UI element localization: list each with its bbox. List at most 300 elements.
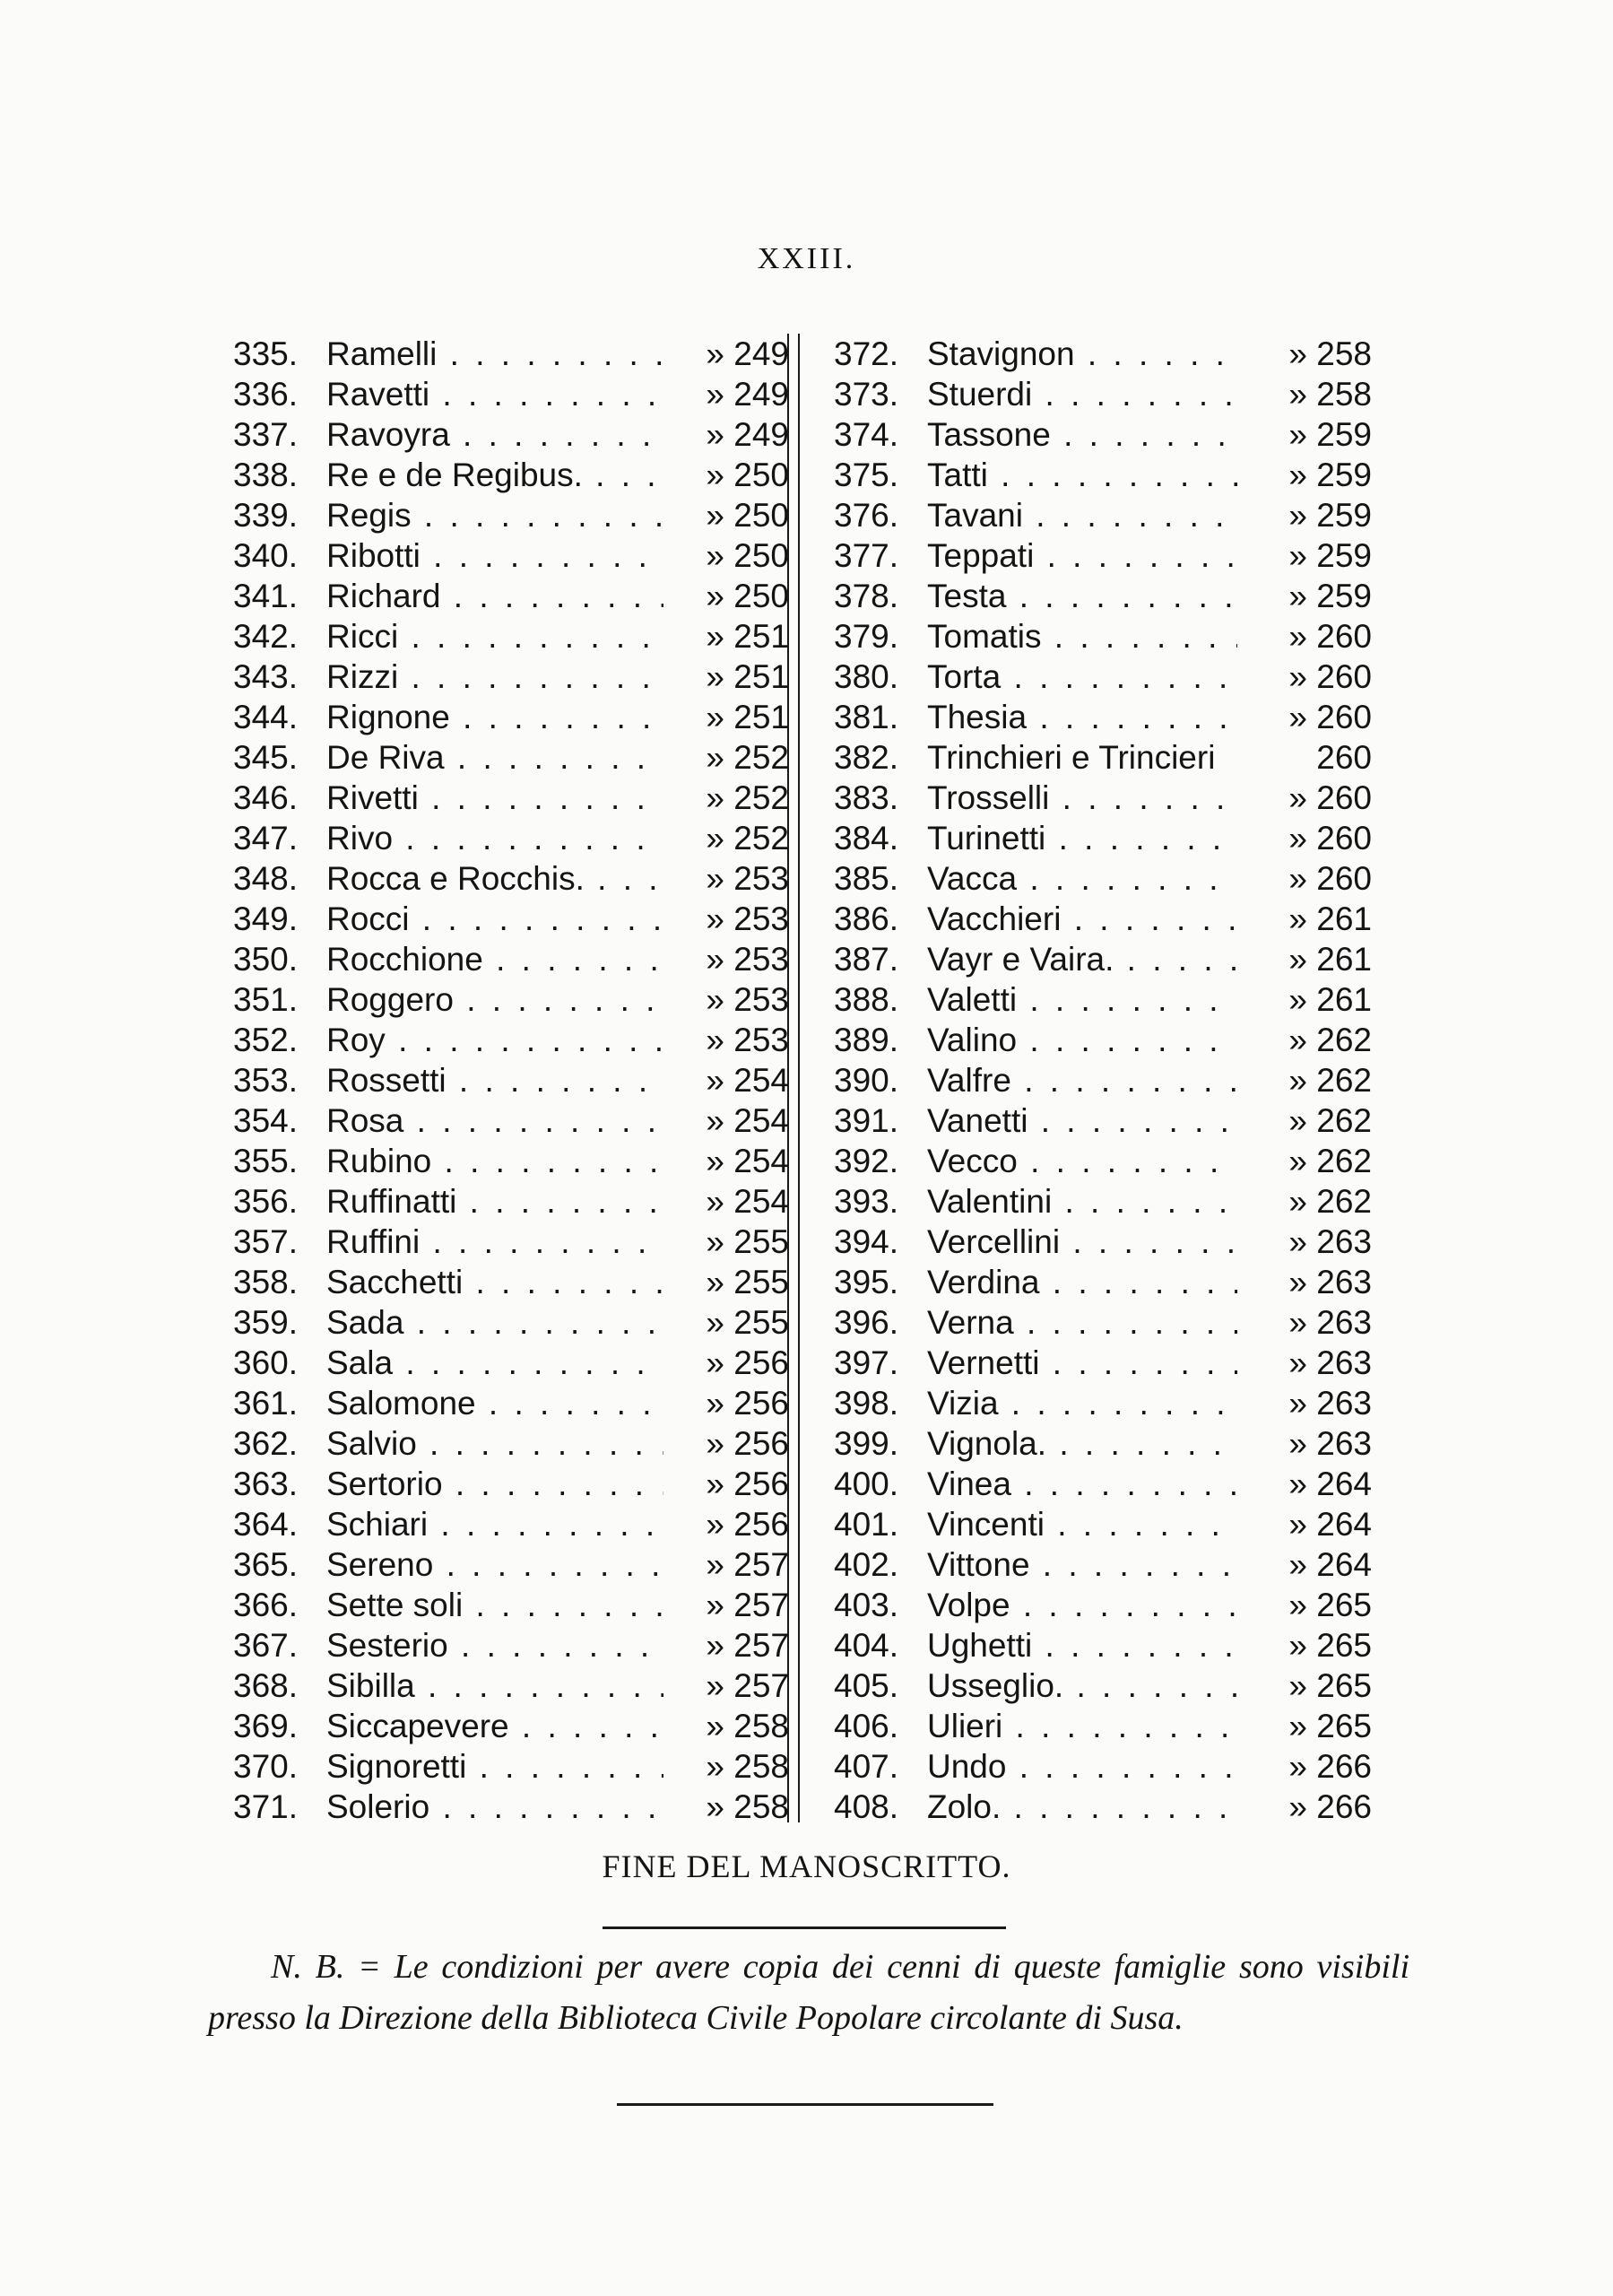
entry-page-reference: » 260 [1288, 699, 1372, 735]
entry-number: 399. [834, 1425, 899, 1462]
entry-page-reference: » 258 [1288, 376, 1372, 413]
entry-number: 366. [233, 1587, 299, 1623]
index-entry [233, 1343, 789, 1383]
entry-page-reference: » 253 [706, 900, 789, 937]
entry-page-reference: » 260 [1288, 658, 1372, 695]
entry-number: 407. [834, 1748, 899, 1785]
index-entry [233, 334, 789, 374]
entry-family-name: Volpe . . . [927, 1585, 1237, 1625]
index-entry [233, 1787, 789, 1827]
index-entry [233, 1383, 789, 1423]
entry-family-name: Vacca . . . [927, 858, 1237, 899]
separator-rule-bottom [617, 2103, 993, 2106]
index-entry [233, 1181, 789, 1222]
entry-number: 342. [233, 618, 299, 655]
entry-page-reference: » 251 [706, 618, 789, 655]
entry-family-name: Ruffini . . . [326, 1222, 663, 1262]
entry-page-reference: » 263 [1288, 1385, 1372, 1422]
entry-number: 364. [233, 1506, 299, 1543]
entry-number: 374. [834, 416, 899, 453]
entry-page-reference: » 261 [1288, 981, 1372, 1018]
entry-page-reference: » 250 [706, 578, 789, 614]
index-entry [233, 858, 789, 899]
entry-page-reference: » 263 [1288, 1304, 1372, 1341]
index-entry [233, 616, 789, 657]
entry-family-name: Vignola. . . . [927, 1423, 1237, 1464]
index-entry [233, 1060, 789, 1100]
entry-page-reference: » 249 [706, 416, 789, 453]
entry-number: 403. [834, 1587, 899, 1623]
index-entry [233, 535, 789, 576]
entry-family-name: Rizzi . . . [326, 657, 663, 697]
index-entry [834, 1262, 1372, 1302]
entry-number: 408. [834, 1788, 899, 1825]
entry-family-name: Tavani . . . [927, 495, 1237, 535]
index-entry [233, 455, 789, 495]
entry-page-reference: » 251 [706, 658, 789, 695]
entry-page-reference: » 259 [1288, 497, 1372, 534]
index-entry [233, 495, 789, 535]
entry-number: 395. [834, 1264, 899, 1300]
entry-family-name: Vernetti . . . [927, 1343, 1237, 1383]
entry-family-name: Torta . . . [927, 657, 1237, 697]
entry-number: 358. [233, 1264, 299, 1300]
entry-number: 384. [834, 820, 899, 857]
entry-number: 391. [834, 1102, 899, 1139]
entry-number: 337. [233, 416, 299, 453]
entry-family-name: Tassone . . . [927, 414, 1237, 455]
index-entry [834, 858, 1372, 899]
entry-number: 388. [834, 981, 899, 1018]
index-entry [233, 1585, 789, 1625]
entry-page-reference: » 260 [1288, 779, 1372, 816]
entry-page-reference: » 252 [706, 739, 789, 776]
index-entry [233, 1706, 789, 1746]
entry-page-reference: » 266 [1288, 1748, 1372, 1785]
entry-number: 340. [233, 537, 299, 574]
index-entry [233, 1665, 789, 1706]
entry-number: 368. [233, 1667, 299, 1704]
entry-family-name: Rocca e Rocchis. . . . [326, 858, 663, 899]
entry-page-reference: » 262 [1288, 1102, 1372, 1139]
entry-page-reference: » 253 [706, 860, 789, 897]
index-entry [834, 737, 1372, 778]
entry-number: 345. [233, 739, 299, 776]
entry-number: 339. [233, 497, 299, 534]
entry-page-reference: » 257 [706, 1627, 789, 1664]
index-entry [233, 778, 789, 818]
entry-number: 396. [834, 1304, 899, 1341]
entry-page-reference: » 259 [1288, 578, 1372, 614]
entry-family-name: Valetti . . . [927, 979, 1237, 1020]
entry-number: 387. [834, 941, 899, 978]
entry-number: 361. [233, 1385, 299, 1422]
entry-number: 370. [233, 1748, 299, 1785]
column-divider [787, 334, 800, 1822]
entry-number: 344. [233, 699, 299, 735]
index-entry [233, 899, 789, 939]
index-entry [233, 1262, 789, 1302]
entry-number: 392. [834, 1143, 899, 1179]
entry-family-name: Regis . . . [326, 495, 663, 535]
entry-page-reference: 260 [1316, 739, 1372, 776]
entry-family-name: Usseglio. . . . [927, 1665, 1237, 1706]
entry-number: 383. [834, 779, 899, 816]
entry-number: 371. [233, 1788, 299, 1825]
entry-family-name: Sada . . . [326, 1302, 663, 1343]
entry-number: 359. [233, 1304, 299, 1341]
entry-family-name: Vercellini . . . [927, 1222, 1237, 1262]
index-entry [834, 535, 1372, 576]
index-entry [233, 1141, 789, 1181]
entry-family-name: Sertorio . . . [326, 1464, 663, 1504]
entry-page-reference: » 257 [706, 1546, 789, 1583]
entry-family-name: Rocchione . . . [326, 939, 663, 979]
entry-family-name: Sibilla . . . [326, 1665, 663, 1706]
index-entry [233, 1544, 789, 1585]
index-entry [834, 334, 1372, 374]
index-entry [233, 737, 789, 778]
entry-page-reference: » 265 [1288, 1627, 1372, 1664]
entry-page-reference: » 257 [706, 1667, 789, 1704]
entry-number: 376. [834, 497, 899, 534]
entry-family-name: Vacchieri . . . [927, 899, 1237, 939]
entry-page-reference: » 263 [1288, 1264, 1372, 1300]
entry-page-reference: » 250 [706, 457, 789, 493]
entry-page-reference: » 261 [1288, 900, 1372, 937]
entry-number: 351. [233, 981, 299, 1018]
entry-number: 386. [834, 900, 899, 937]
entry-number: 402. [834, 1546, 899, 1583]
entry-family-name: Stavignon . . . [927, 334, 1237, 374]
entry-family-name: Rivo . . . [326, 818, 663, 858]
entry-page-reference: » 258 [1288, 335, 1372, 372]
entry-family-name: Rossetti . . . [326, 1060, 663, 1100]
entry-page-reference: » 257 [706, 1587, 789, 1623]
index-entry [233, 1423, 789, 1464]
entry-page-reference: » 256 [706, 1506, 789, 1543]
entry-number: 357. [233, 1223, 299, 1260]
entry-page-reference: » 265 [1288, 1587, 1372, 1623]
entry-page-reference: » 265 [1288, 1708, 1372, 1744]
index-column-left [233, 334, 789, 1827]
entry-page-reference: » 260 [1288, 618, 1372, 655]
entry-page-reference: » 255 [706, 1264, 789, 1300]
index-entry [834, 1302, 1372, 1343]
entry-family-name: Vizia . . . [927, 1383, 1237, 1423]
footnote: N. B. = Le condizioni per avere copia dei cenni di queste famiglie sono visibili presso la Direzione della Biblioteca Civile Popolare circolante di Susa. [208, 1948, 1409, 2037]
entry-family-name: Verdina . . . [927, 1262, 1237, 1302]
index-entry [834, 616, 1372, 657]
entry-number: 352. [233, 1022, 299, 1058]
entry-number: 347. [233, 820, 299, 857]
entry-page-reference: » 254 [706, 1143, 789, 1179]
entry-family-name: Thesia . . . [927, 697, 1237, 737]
entry-page-reference: » 249 [706, 335, 789, 372]
entry-page-reference: » 258 [706, 1748, 789, 1785]
entry-page-reference: » 258 [706, 1788, 789, 1825]
family-index [233, 334, 1372, 1825]
index-entry [834, 979, 1372, 1020]
entry-number: 346. [233, 779, 299, 816]
entry-number: 363. [233, 1465, 299, 1502]
index-entry [834, 1100, 1372, 1141]
entry-number: 343. [233, 658, 299, 695]
index-entry [834, 657, 1372, 697]
entry-page-reference: » 265 [1288, 1667, 1372, 1704]
entry-page-reference: » 261 [1288, 941, 1372, 978]
entry-number: 373. [834, 376, 899, 413]
entry-number: 372. [834, 335, 899, 372]
entry-family-name: Testa . . . [927, 576, 1237, 616]
entry-page-reference: » 260 [1288, 860, 1372, 897]
entry-number: 348. [233, 860, 299, 897]
entry-family-name: Schiari . . . [326, 1504, 663, 1544]
index-entry [233, 1504, 789, 1544]
index-entry [834, 1464, 1372, 1504]
entry-number: 335. [233, 335, 299, 372]
entry-number: 401. [834, 1506, 899, 1543]
entry-page-reference: » 259 [1288, 537, 1372, 574]
entry-number: 353. [233, 1062, 299, 1099]
index-entry [834, 374, 1372, 414]
entry-number: 375. [834, 457, 899, 493]
entry-number: 393. [834, 1183, 899, 1220]
entry-number: 350. [233, 941, 299, 978]
entry-page-reference: » 253 [706, 981, 789, 1018]
index-entry [233, 414, 789, 455]
entry-number: 382. [834, 739, 899, 776]
entry-page-reference: » 251 [706, 699, 789, 735]
index-entry [834, 1020, 1372, 1060]
entry-number: 360. [233, 1344, 299, 1381]
entry-family-name: Tomatis . . . [927, 616, 1237, 657]
entry-page-reference: » 264 [1288, 1465, 1372, 1502]
index-entry [834, 1060, 1372, 1100]
entry-family-name: Ruffinatti . . . [326, 1181, 663, 1222]
entry-number: 365. [233, 1546, 299, 1583]
entry-number: 404. [834, 1627, 899, 1664]
entry-number: 377. [834, 537, 899, 574]
entry-page-reference: » 262 [1288, 1022, 1372, 1058]
entry-number: 336. [233, 376, 299, 413]
entry-page-reference: » 263 [1288, 1344, 1372, 1381]
entry-family-name: Trosselli . . . [927, 778, 1237, 818]
index-entry [834, 455, 1372, 495]
index-entry [834, 1665, 1372, 1706]
entry-number: 355. [233, 1143, 299, 1179]
index-entry [233, 818, 789, 858]
entry-family-name: Ravoyra . . . [326, 414, 663, 455]
index-entry [233, 979, 789, 1020]
entry-page-reference: » 260 [1288, 820, 1372, 857]
entry-family-name: Vincenti . . . [927, 1504, 1237, 1544]
index-entry [233, 1100, 789, 1141]
entry-page-reference: » 255 [706, 1304, 789, 1341]
index-entry [233, 576, 789, 616]
entry-family-name: Solerio . . . [326, 1787, 663, 1827]
entry-family-name: Verna . . . [927, 1302, 1237, 1343]
entry-number: 369. [233, 1708, 299, 1744]
entry-family-name: Sacchetti . . . [326, 1262, 663, 1302]
entry-page-reference: » 252 [706, 779, 789, 816]
index-entry [834, 495, 1372, 535]
entry-page-reference: » 259 [1288, 416, 1372, 453]
index-entry [233, 374, 789, 414]
entry-family-name: Rignone . . . [326, 697, 663, 737]
index-entry [233, 939, 789, 979]
entry-family-name: Sette soli . . . [326, 1585, 663, 1625]
entry-page-reference: » 249 [706, 376, 789, 413]
entry-page-reference: » 250 [706, 537, 789, 574]
entry-family-name: Rubino . . . [326, 1141, 663, 1181]
index-entry [233, 697, 789, 737]
entry-family-name: Vanetti . . . [927, 1100, 1237, 1141]
index-entry [233, 1746, 789, 1787]
entry-page-reference: » 254 [706, 1102, 789, 1139]
entry-number: 389. [834, 1022, 899, 1058]
index-entry [233, 1020, 789, 1060]
entry-number: 394. [834, 1223, 899, 1260]
entry-number: 379. [834, 618, 899, 655]
entry-family-name: Trinchieri e Trincieri [927, 739, 1216, 776]
entry-page-reference: » 256 [706, 1385, 789, 1422]
entry-page-reference: » 258 [706, 1708, 789, 1744]
entry-page-reference: » 264 [1288, 1506, 1372, 1543]
entry-family-name: Zolo. . . . [927, 1787, 1237, 1827]
entry-number: 338. [233, 457, 299, 493]
index-column-right [834, 334, 1372, 1827]
entry-family-name: Vecco . . . [927, 1141, 1237, 1181]
entry-page-reference: » 252 [706, 820, 789, 857]
entry-number: 390. [834, 1062, 899, 1099]
entry-number: 380. [834, 658, 899, 695]
entry-family-name: Siccapevere . . . [326, 1706, 663, 1746]
entry-family-name: Stuerdi . . . [927, 374, 1237, 414]
index-entry [834, 576, 1372, 616]
index-entry [834, 414, 1372, 455]
entry-family-name: Valentini . . . [927, 1181, 1237, 1222]
index-entry [834, 1141, 1372, 1181]
closing-title: FINE DEL MANOSCRITTO. [602, 1848, 1011, 1884]
entry-family-name: Sala . . . [326, 1343, 663, 1383]
entry-family-name: Signoretti . . . [326, 1746, 663, 1787]
index-entry [834, 1787, 1372, 1827]
entry-family-name: Ricci . . . [326, 616, 663, 657]
entry-page-reference: » 250 [706, 497, 789, 534]
index-entry [834, 1383, 1372, 1423]
entry-family-name: Tatti . . . [927, 455, 1237, 495]
entry-page-reference: » 262 [1288, 1143, 1372, 1179]
entry-family-name: Vinea . . . [927, 1464, 1237, 1504]
entry-family-name: Vayr e Vaira. . . . [927, 939, 1237, 979]
entry-family-name: Valfre . . . [927, 1060, 1237, 1100]
entry-page-reference: » 263 [1288, 1425, 1372, 1462]
entry-page-reference: » 255 [706, 1223, 789, 1260]
index-entry [233, 1302, 789, 1343]
index-entry [834, 818, 1372, 858]
entry-family-name: Salvio . . . [326, 1423, 663, 1464]
entry-page-reference: » 253 [706, 941, 789, 978]
entry-page-reference: » 256 [706, 1344, 789, 1381]
entry-number: 378. [834, 578, 899, 614]
entry-family-name: Roy . . . [326, 1020, 663, 1060]
entry-number: 367. [233, 1627, 299, 1664]
entry-family-name: Rivetti . . . [326, 778, 663, 818]
index-entry [233, 657, 789, 697]
entry-family-name: De Riva . . . [326, 737, 663, 778]
entry-family-name: Undo . . . [927, 1746, 1237, 1787]
entry-number: 406. [834, 1708, 899, 1744]
entry-family-name: Turinetti . . . [927, 818, 1237, 858]
entry-page-reference: » 262 [1288, 1062, 1372, 1099]
entry-page-reference: » 256 [706, 1425, 789, 1462]
page-number: XXIII. [757, 242, 856, 275]
entry-family-name: Roggero . . . [326, 979, 663, 1020]
entry-family-name: Sereno . . . [326, 1544, 663, 1585]
entry-number: 341. [233, 578, 299, 614]
entry-page-reference: » 259 [1288, 457, 1372, 493]
entry-number: 349. [233, 900, 299, 937]
index-entry [834, 1343, 1372, 1383]
entry-number: 362. [233, 1425, 299, 1462]
index-entry [834, 1222, 1372, 1262]
entry-family-name: Ughetti . . . [927, 1625, 1237, 1665]
entry-number: 385. [834, 860, 899, 897]
entry-family-name: Valino . . . [927, 1020, 1237, 1060]
entry-page-reference: » 254 [706, 1183, 789, 1220]
index-entry [834, 1746, 1372, 1787]
entry-number: 405. [834, 1667, 899, 1704]
entry-family-name: Vittone . . . [927, 1544, 1237, 1585]
index-entry [834, 1423, 1372, 1464]
index-entry [834, 899, 1372, 939]
index-entry [834, 1585, 1372, 1625]
entry-page-reference: » 264 [1288, 1546, 1372, 1583]
entry-family-name: Ribotti . . . [326, 535, 663, 576]
index-entry [834, 1706, 1372, 1746]
entry-family-name: Sesterio . . . [326, 1625, 663, 1665]
entry-family-name: Rosa . . . [326, 1100, 663, 1141]
index-entry [233, 1464, 789, 1504]
entry-page-reference: » 254 [706, 1062, 789, 1099]
index-entry [834, 778, 1372, 818]
entry-page-reference: » 266 [1288, 1788, 1372, 1825]
entry-family-name: Salomone . . . [326, 1383, 663, 1423]
index-entry [834, 1181, 1372, 1222]
entry-page-reference: » 263 [1288, 1223, 1372, 1260]
entry-family-name: Teppati . . . [927, 535, 1237, 576]
entry-family-name: Ramelli . . . [326, 334, 663, 374]
entry-family-name: Ravetti . . . [326, 374, 663, 414]
index-entry [834, 1504, 1372, 1544]
index-entry [834, 1544, 1372, 1585]
entry-family-name: Rocci . . . [326, 899, 663, 939]
entry-page-reference: » 253 [706, 1022, 789, 1058]
entry-family-name: Re e de Regibus. . . . [326, 455, 663, 495]
index-entry [834, 939, 1372, 979]
entry-family-name: Ulieri . . . [927, 1706, 1237, 1746]
index-entry [233, 1222, 789, 1262]
entry-number: 397. [834, 1344, 899, 1381]
entry-number: 400. [834, 1465, 899, 1502]
entry-page-reference: » 256 [706, 1465, 789, 1502]
index-entry [834, 697, 1372, 737]
separator-rule-top [603, 1926, 1006, 1929]
index-entry [233, 1625, 789, 1665]
entry-page-reference: » 262 [1288, 1183, 1372, 1220]
entry-family-name: Richard . . . [326, 576, 663, 616]
